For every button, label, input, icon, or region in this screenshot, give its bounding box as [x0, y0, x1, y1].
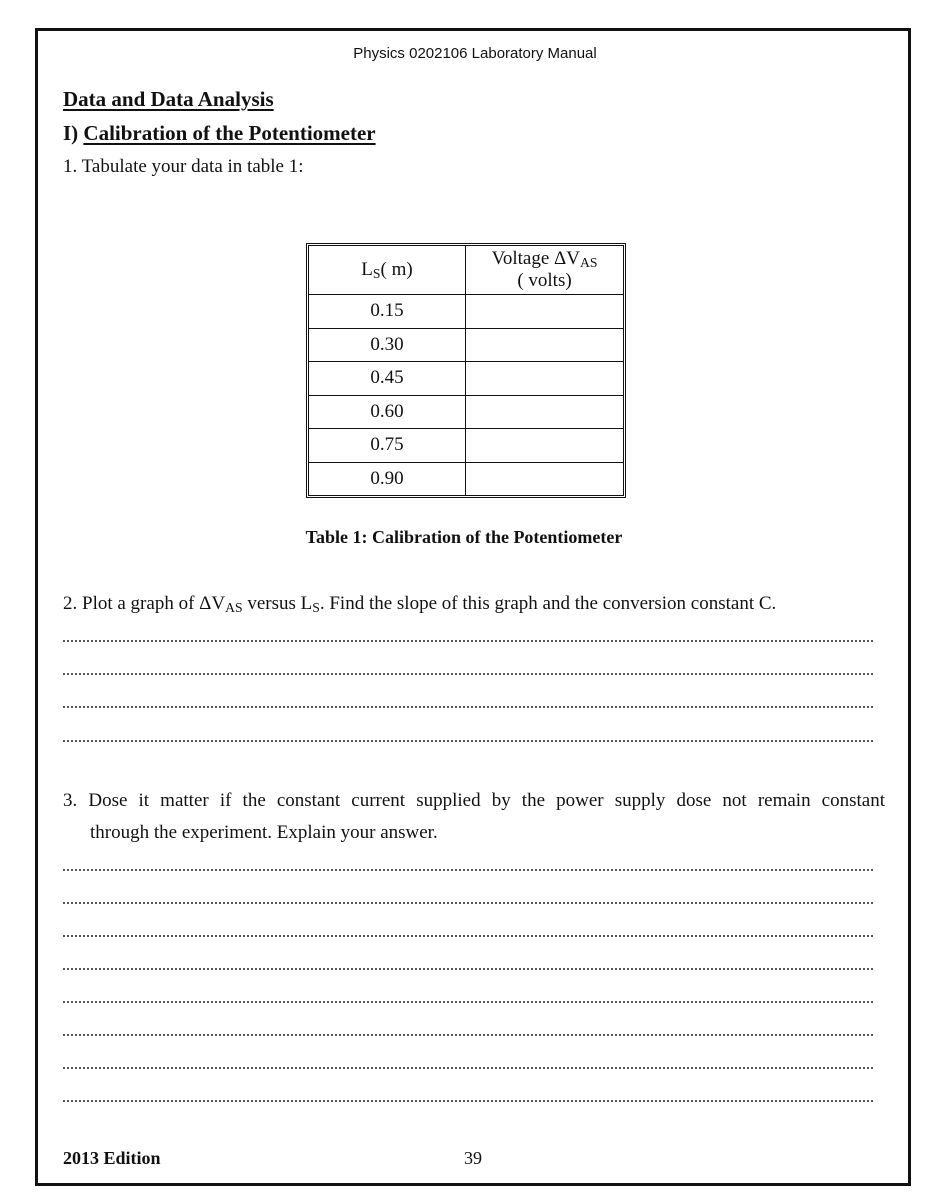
length-cell: 0.45 — [309, 362, 466, 396]
running-header: Physics 0202106 Laboratory Manual — [353, 45, 597, 62]
section-title-text: Data and Data Analysis — [63, 87, 274, 111]
table-row — [309, 362, 623, 396]
page-number: 39 — [464, 1148, 482, 1168]
subsection-title-text: Calibration of the Potentiometer — [83, 121, 376, 145]
length-cell: 0.60 — [309, 396, 466, 430]
voltage-cell[interactable] — [466, 463, 623, 496]
question-2: 2. Plot a graph of $\Delta V_{AS}$ versus $L_S$. Find the slope of this graph and the conversion constant C. — [63, 593, 777, 615]
question-1: 1. Tabulate your data in table 1: — [63, 156, 304, 177]
question-3-line-2: through the experiment. Explain your answer. — [90, 822, 438, 843]
table-row — [309, 396, 623, 430]
table-row — [309, 295, 623, 329]
voltage-cell[interactable] — [466, 329, 623, 363]
length-cell: 0.90 — [309, 463, 466, 496]
answer-line[interactable] — [63, 640, 873, 642]
table-caption: Table 1: Calibration of the Potentiometer — [305, 527, 623, 547]
answer-line[interactable] — [63, 968, 873, 970]
table-row — [309, 329, 623, 363]
table-row — [309, 429, 623, 463]
answer-line[interactable] — [63, 935, 873, 937]
answer-line[interactable] — [63, 1001, 873, 1003]
footer-edition: 2013 Edition — [63, 1148, 161, 1168]
table-header-row — [309, 246, 623, 295]
voltage-cell[interactable] — [466, 362, 623, 396]
answer-line[interactable] — [63, 1100, 873, 1102]
subsection-title — [63, 121, 376, 146]
answer-line[interactable] — [63, 1034, 873, 1036]
answer-line[interactable] — [63, 673, 873, 675]
length-cell: 0.15 — [309, 295, 466, 329]
calibration-table — [308, 245, 624, 496]
header-length: $L_S$( m) — [309, 246, 466, 295]
header-voltage: Voltage $\Delta V_{AS}$ ( volts) — [466, 246, 623, 295]
answer-line[interactable] — [63, 740, 873, 742]
answer-line[interactable] — [63, 1067, 873, 1069]
subsection-number: I) — [63, 121, 79, 145]
length-cell: 0.75 — [309, 429, 466, 463]
table-row — [309, 463, 623, 496]
section-title — [63, 87, 274, 112]
voltage-cell[interactable] — [466, 295, 623, 329]
voltage-cell[interactable] — [466, 429, 623, 463]
voltage-cell[interactable] — [466, 396, 623, 430]
question-3-line-1: 3. Dose it matter if the constant current supplied by the power supply dose not remain constant — [63, 790, 885, 811]
answer-line[interactable] — [63, 902, 873, 904]
answer-line[interactable] — [63, 706, 873, 708]
length-cell: 0.30 — [309, 329, 466, 363]
answer-line[interactable] — [63, 869, 873, 871]
